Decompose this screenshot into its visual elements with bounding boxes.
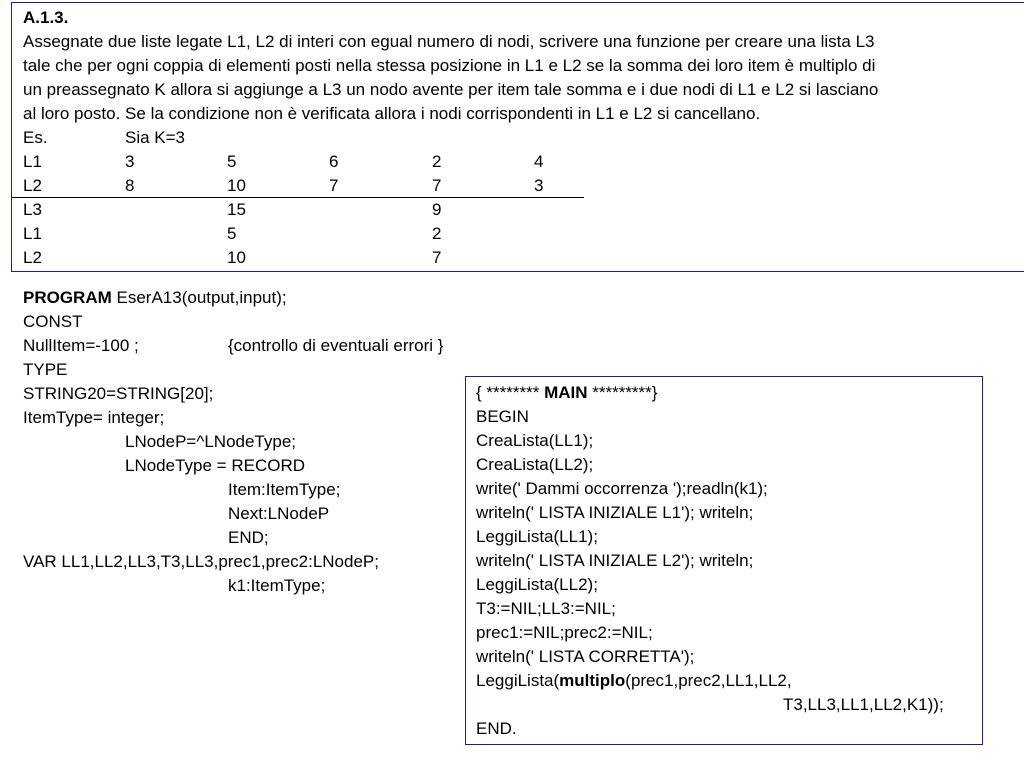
row-cell: 10 — [227, 176, 246, 195]
itemtype-decl: ItemType= integer; — [23, 408, 165, 427]
main-code-line: CreaLista(LL2); — [476, 455, 594, 474]
sum-divider — [12, 197, 584, 198]
row-cell: 2 — [432, 224, 442, 243]
main-code-line: LeggiLista(LL1); — [476, 527, 598, 546]
example-k-value: Sia K=3 — [125, 128, 186, 147]
row-cell: 7 — [432, 248, 442, 267]
row-cell: 7 — [329, 176, 339, 195]
main-code-line: prec1:=NIL;prec2:=NIL; — [476, 623, 653, 642]
record-end: END; — [228, 528, 269, 547]
problem-title: A.1.3. — [23, 8, 69, 27]
var-decl: VAR LL1,LL2,LL3,T3,LL3,prec1,prec2:LNodeP; — [23, 552, 379, 571]
main-code-line: LeggiLista(LL2); — [476, 575, 598, 594]
row-cell: 5 — [227, 224, 237, 243]
lnodep-decl: LNodeP=^LNodeType; — [125, 432, 297, 451]
nullitem-decl: NullItem=-100 ; — [23, 336, 139, 355]
row-name: L1 — [23, 152, 42, 171]
row-cell: 15 — [227, 200, 246, 219]
problem-text-line-2: tale che per ogni coppia di elementi posti nella stessa posizione in L1 e L2 se la somma dei loro item è multiplo di — [23, 56, 876, 75]
example-label: Es. — [23, 128, 48, 147]
call-keyword: multiplo — [559, 671, 626, 690]
problem-text-line-4: al loro posto. Se la condizione non è verificata allora i nodi corrispondenti in L1 e L2 si cancellano. — [23, 104, 761, 123]
row-cell: 8 — [125, 176, 135, 195]
row-cell: 2 — [432, 152, 442, 171]
row-cell: 3 — [125, 152, 135, 171]
string20-decl: STRING20=STRING[20]; — [23, 384, 214, 403]
problem-text-line-1: Assegnate due liste legate L1, L2 di interi con egual numero di nodi, scrivere una funzione per creare una lista L3 — [23, 32, 875, 51]
main-comment-prefix: { ******** — [476, 383, 545, 402]
row-cell: 6 — [329, 152, 339, 171]
next-field: Next:LNodeP — [228, 504, 330, 523]
row-cell: 10 — [227, 248, 246, 267]
row-name: L1 — [23, 224, 42, 243]
main-code-line: writeln(' LISTA INIZIALE L2'); writeln; — [476, 551, 754, 570]
item-field: Item:ItemType; — [228, 480, 341, 499]
row-cell: 5 — [227, 152, 237, 171]
main-comment-keyword: MAIN — [544, 383, 588, 402]
main-code-line: BEGIN — [476, 407, 529, 426]
call-suffix: (prec1,prec2,LL1,LL2, — [625, 671, 792, 690]
main-comment-suffix: *********} — [587, 383, 658, 402]
main-code-line: writeln(' LISTA CORRETTA'); — [476, 647, 695, 666]
main-code-line: writeln(' LISTA INIZIALE L1'); writeln; — [476, 503, 754, 522]
const-keyword: CONST — [23, 312, 83, 331]
multiplo-call — [476, 669, 792, 693]
row-cell: 9 — [432, 200, 442, 219]
nullitem-comment: {controllo di eventuali errori } — [228, 336, 444, 355]
main-end: END. — [476, 719, 517, 738]
call-prefix: LeggiLista( — [476, 671, 560, 690]
lnodetype-decl: LNodeType = RECORD — [125, 456, 305, 475]
row-cell: 4 — [534, 152, 544, 171]
program-header-rest: EserA13(output,input); — [111, 288, 287, 307]
type-keyword: TYPE — [23, 360, 68, 379]
main-code-line: CreaLista(LL1); — [476, 431, 594, 450]
problem-text-line-3: un preassegnato K allora si aggiunge a L3 un nodo avente per item tale somma e i due nodi di L1 e L2 si lasciano — [23, 80, 879, 99]
program-header — [23, 286, 287, 310]
program-keyword: PROGRAM — [23, 288, 112, 307]
row-name: L2 — [23, 176, 42, 195]
row-name: L2 — [23, 248, 42, 267]
row-cell: 7 — [432, 176, 442, 195]
call-continuation: T3,LL3,LL1,LL2,K1)); — [783, 695, 944, 714]
row-name: L3 — [23, 200, 42, 219]
main-comment — [476, 381, 657, 405]
main-code-line: write(' Dammi occorrenza ');readln(k1); — [476, 479, 768, 498]
main-code-line: T3:=NIL;LL3:=NIL; — [476, 599, 616, 618]
k1-decl: k1:ItemType; — [228, 576, 326, 595]
row-cell: 3 — [534, 176, 544, 195]
